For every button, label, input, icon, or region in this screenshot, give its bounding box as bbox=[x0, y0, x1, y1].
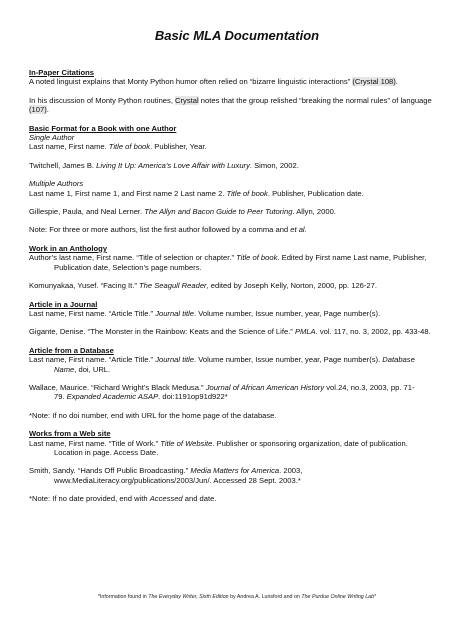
in-paper-example-2-cont: (107). bbox=[29, 105, 49, 115]
database-format-cont: Name, doi, URL. bbox=[54, 364, 111, 374]
in-paper-example-1: A noted linguist explains that Monty Python humor often relied on “bizarre linguistic interactions” (Crystal 108). bbox=[29, 77, 398, 87]
section-heading-anthology: Work in an Anthology bbox=[29, 243, 108, 253]
highlighted-citation: (Crystal 108) bbox=[352, 77, 396, 87]
et-al-note: Note: For three or more authors, list the first author followed by a comma and et al. bbox=[29, 225, 307, 235]
single-author-label: Single Author bbox=[29, 133, 75, 143]
anthology-format-cont: Publication date, Selection’s page numbers. bbox=[54, 262, 202, 272]
single-author-format: Last name, First name. Title of book. Publisher, Year. bbox=[29, 142, 207, 152]
document-body bbox=[29, 68, 451, 504]
page-title: Basic MLA Documentation bbox=[154, 28, 320, 43]
section-heading-database: Article from a Database bbox=[29, 345, 114, 355]
section-heading-journal: Article in a Journal bbox=[29, 299, 98, 309]
website-format: Last name, First name. “Title of Work.” Title of Website. Publisher or sponsoring organization, date of publication. bbox=[29, 438, 408, 448]
website-note: *Note: If no date provided, end with Accessed and date. bbox=[29, 494, 217, 504]
journal-format: Last name, First name. “Article Title.” Journal title. Volume number, Issue number, year, Page number(s). bbox=[29, 308, 381, 318]
website-format-cont: Location in page. Access Date. bbox=[54, 447, 159, 457]
database-note: *Note: If no doi number, end with URL for the home page of the database. bbox=[29, 410, 277, 420]
source-footnote: *Information found in The Everyday Writer, Sixth Edition by Andrea A. Lunsford and on The Purdue Online Writing Lab* bbox=[97, 594, 377, 600]
multiple-authors-label: Multiple Authors bbox=[29, 179, 84, 189]
single-author-example: Twitchell, James B. Living It Up: America’s Love Affair with Luxury. Simon, 2002. bbox=[29, 160, 299, 170]
highlighted-author: Crystal bbox=[175, 95, 199, 105]
database-example-cont: 79. Expanded Academic ASAP. doi:1191op91d922* bbox=[54, 392, 228, 402]
highlighted-page: (107) bbox=[29, 105, 47, 115]
section-heading-website: Works from a Web site bbox=[29, 429, 111, 439]
multiple-authors-example: Gillespie, Paula, and Neal Lerner. The Allyn and Bacon Guide to Peer Tutoring. Allyn, 2000. bbox=[29, 207, 336, 217]
website-example: Smith, Sandy. “Hands Off Public Broadcasting.” Media Matters for America. 2003, bbox=[29, 466, 303, 476]
database-example: Wallace, Maurice. “Richard Wright’s Black Medusa.” Journal of African American History vol.24, no.3, 2003, pp. 71- bbox=[29, 382, 415, 392]
section-heading-book: Basic Format for a Book with one Author bbox=[29, 123, 177, 133]
database-format: Last name, First name. “Article Title.” Journal title. Volume number, Issue number, year, Page number(s). Database bbox=[29, 355, 415, 365]
journal-example: Gigante, Denise. “The Monster in the Rainbow: Keats and the Science of Life.” PMLA. vol. 117, no. 3, 2002, pp. 433-48. bbox=[29, 327, 431, 337]
website-example-cont: www.MediaLiteracy.org/publications/2003/Jun/. Accessed 28 Sept. 2003.* bbox=[54, 475, 301, 485]
anthology-example: Komunyakaa, Yusef. “Facing It.” The Seagull Reader, edited by Joseph Kelly, Norton, 2000, pp. 126-27. bbox=[29, 281, 377, 291]
in-paper-example-2: In his discussion of Monty Python routines, Crystal notes that the group relished “breaking the normal rules” of language bbox=[29, 95, 432, 105]
multiple-authors-format: Last name 1, First name 1, and First name 2 Last name 2. Title of book. Publisher, Publication date. bbox=[29, 188, 364, 198]
section-heading-in-paper: In-Paper Citations bbox=[29, 68, 94, 77]
anthology-format: Author’s last name, First name. “Title of selection or chapter.” Title of book. Edited by First name Last name, Publisher, bbox=[29, 253, 427, 263]
